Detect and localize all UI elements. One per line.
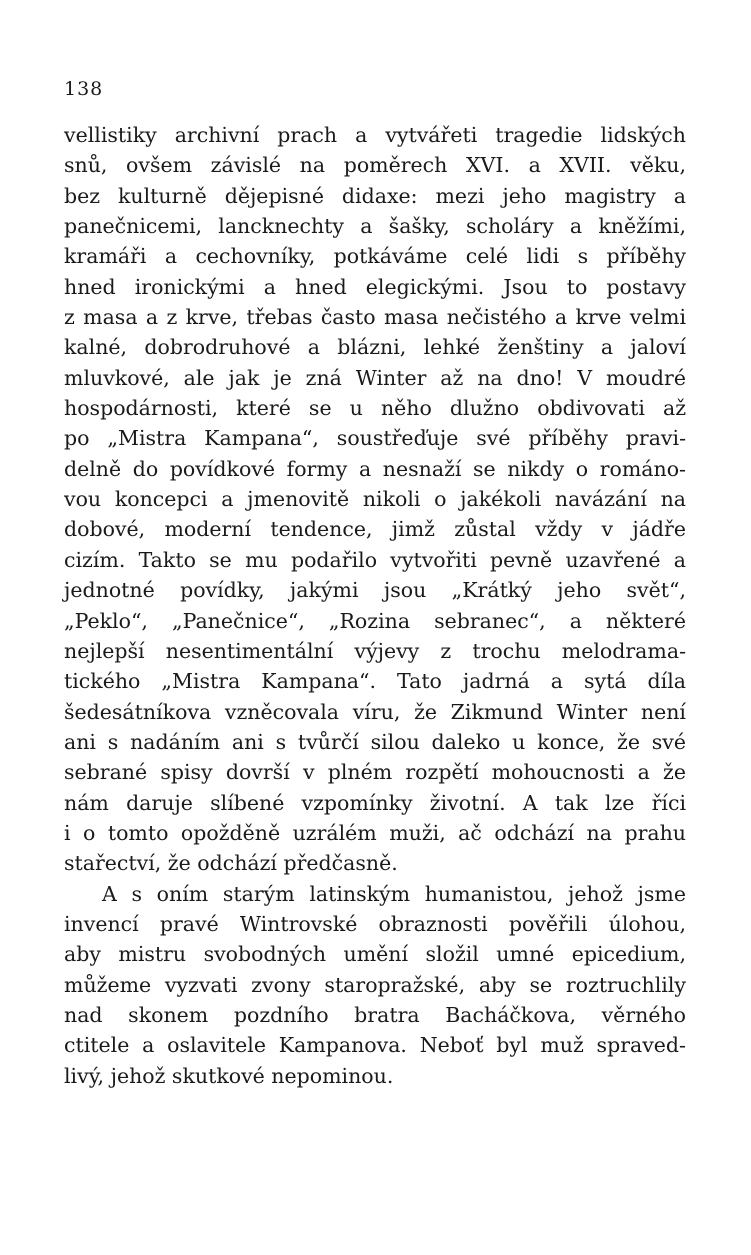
text-line: kramáři a cechovníky, potkáváme celé lidi s příběhy: [64, 244, 686, 269]
text-line: bez kulturně dějepisné didaxe: mezi jeho magistry a: [64, 183, 686, 208]
text-line: jednotné povídky, jakými jsou „Krátký jeho svět“,: [64, 578, 686, 603]
text-line: dobové, moderní tendence, jimž zůstal vždy v jádře: [64, 517, 686, 542]
text-line: snů, ovšem závislé na poměrech XVI. a XVII. věku,: [64, 153, 686, 178]
text-line: šedesátníkova vzněcovala víru, že Zikmund Winter není: [64, 699, 686, 724]
text-line: aby mistru svobodných umění složil umné epicedium,: [64, 942, 686, 967]
text-line: ctitele a oslavitele Kampanova. Neboť byl muž spraved-: [64, 1033, 686, 1058]
text-line: invencí pravé Wintrovské obraznosti pověřili úlohou,: [64, 911, 686, 936]
body-text: [64, 120, 686, 1091]
text-line: mluvkové, ale jak je zná Winter až na dno! V moudré: [64, 365, 686, 390]
text-line: po „Mistra Kampana“, soustřeďuje své příběhy pravi-: [64, 426, 686, 451]
page-number: 138: [64, 78, 104, 100]
text-line: hned ironickými a hned elegickými. Jsou to postavy: [64, 274, 686, 299]
text-line: nám daruje slíbené vzpomínky životní. A tak lze říci: [64, 790, 686, 815]
text-line: stařectví, že odchází předčasně.: [64, 851, 398, 876]
text-line: vellistiky archivní prach a vytvářeti tragedie lidských: [64, 123, 686, 147]
text-line: sebrané spisy dovrší v plném rozpětí mohoucnosti a že: [64, 760, 686, 785]
text-line: ani s nadáním ani s tvůrčí silou daleko u konce, že své: [64, 729, 686, 754]
text-line: z masa a z krve, třebas často masa nečistého a krve velmi: [64, 305, 686, 330]
text-line: A s oním starým latinským humanistou, jehož jsme: [102, 881, 686, 906]
text-line: vou koncepci a jmenovitě nikoli o jakékoli navázání na: [64, 487, 686, 512]
text-line: cizím. Takto se mu podařilo vytvořiti pevně uzavřené a: [64, 547, 686, 572]
text-line: i o tomto opožděně uzrálém muži, ač odchází na prahu: [64, 820, 686, 845]
text-line: můžeme vyzvati zvony staropražské, aby se roztruchlily: [64, 972, 686, 997]
text-line: tického „Mistra Kampana“. Tato jadrná a sytá díla: [64, 669, 686, 694]
text-line: livý, jehož skutkové nepominou.: [64, 1063, 394, 1088]
text-line: nad skonem pozdního bratra Bacháčkova, věrného: [64, 1002, 686, 1027]
text-line: hospodárnosti, které se u něho dlužno obdivovati až: [64, 396, 686, 421]
text-line: kalné, dobrodruhové a blázni, lehké ženštiny a jaloví: [64, 335, 686, 360]
text-line: nejlepší nesentimentální výjevy z trochu melodrama-: [64, 638, 686, 663]
text-line: delně do povídkové formy a nesnaží se nikdy o románo-: [64, 456, 686, 481]
text-line: panečnicemi, lancknechty a šašky, scholáry a kněžími,: [64, 214, 686, 239]
text-line: „Peklo“, „Panečnice“, „Rozina sebranec“, a některé: [64, 608, 686, 633]
